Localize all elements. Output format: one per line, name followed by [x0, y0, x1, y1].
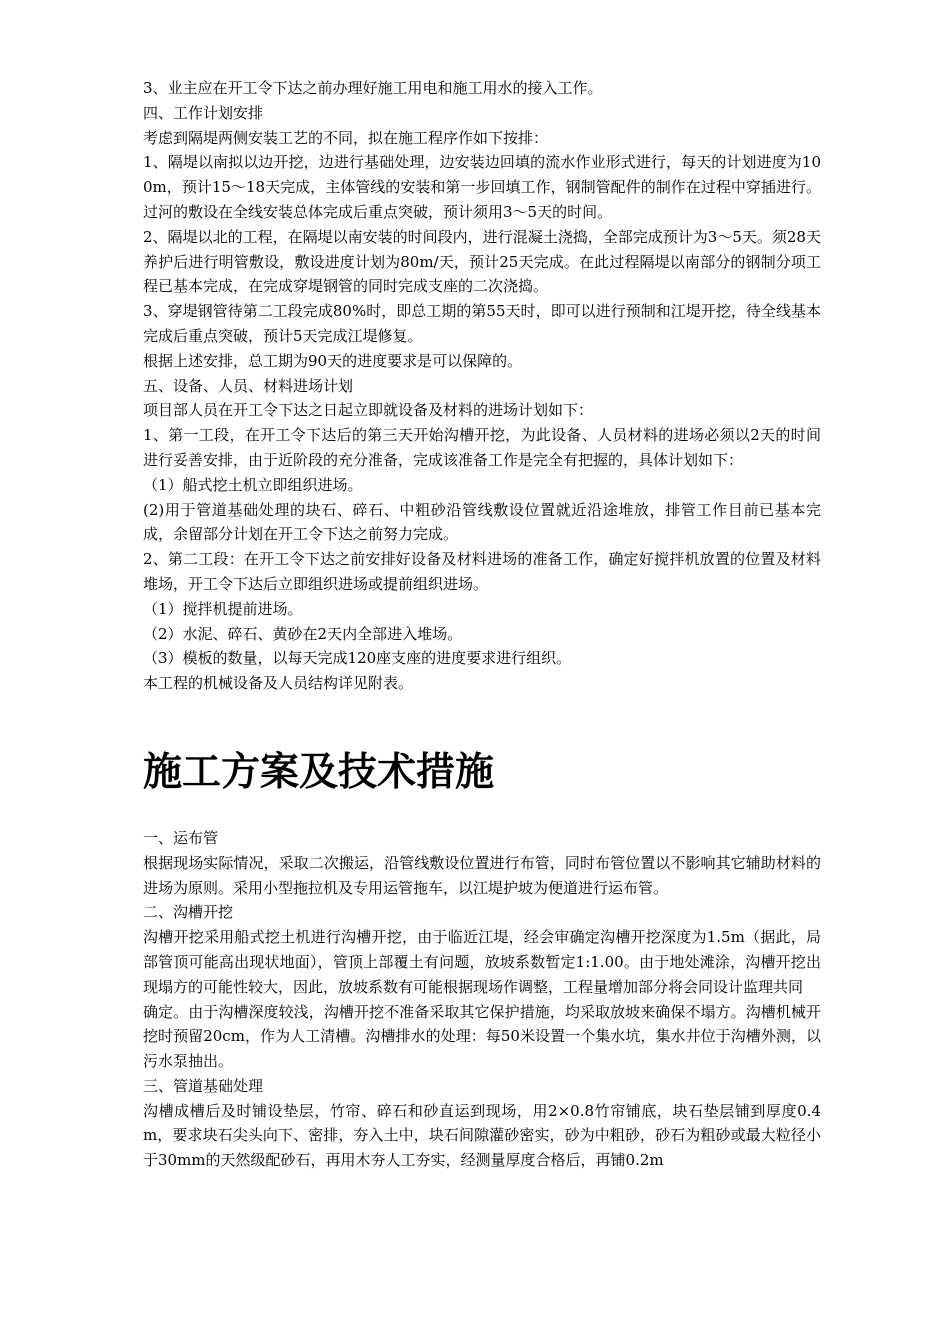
list-item: （1）船式挖土机立即组织进场。 — [143, 475, 363, 494]
list-item: (2)用于管道基础处理的块石、碎石、中粗砂沿管线敷设位置就近沿途堆放，排管工作目前已基本完成，余留部分计划在开工令下达之前努力完成。 — [143, 500, 821, 544]
paragraph: 项目部人员在开工令下达之日起立即就设备及材料的进场计划如下： — [143, 401, 594, 420]
document-page — [143, 76, 821, 1173]
section-a — [143, 76, 821, 696]
list-item: （3）模板的数量，以每天完成120座支座的进度要求进行组织。 — [143, 649, 572, 668]
paragraph: 确定。由于沟槽深度较浅，沟槽开挖不准备采取其它保护措施，均采取放坡来确保不塌方。沟槽机械开挖时预留20cm，作为人工清槽。沟槽排水的处理：每50米设置一个集水坑，集水井位于沟槽外测，以污水泵抽出。 — [143, 1002, 821, 1071]
list-item: （1）搅拌机提前进场。 — [143, 599, 303, 618]
paragraph: 1、第一工段，在开工令下达后的第三天开始沟槽开挖，为此设备、人员材料的进场必须以2天的时间进行妥善安排，由于近阶段的充分准备，完成该准备工作是完全有把握的，具体计划如下： — [143, 426, 821, 469]
paragraph: 沟槽开挖采用船式挖土机进行沟槽开挖，由于临近江堤，经会审确定沟槽开挖深度为1.5m（据此，局部管顶可能高出现状地面），管顶上部覆土有问题，放坡系数暂定1:1.00。由于地处滩涂，沟槽开挖出现塌方的可能性较大，因此，放坡系数有可能根据现场作调整，工程量增加部分将会同设计监理共同 — [143, 928, 821, 996]
paragraph: 2、隔堤以北的工程，在隔堤以南安装的时间段内，进行混凝土浇捣，全部完成预计为3～5天。须28天养护后进行明管敷设，敷设进度计划为80m/天，预计25天完成。在此过程隔堤以南部分的钢制分项工程已基本完成，在完成穿堤钢管的同时完成支座的二次浇捣。 — [143, 227, 821, 296]
section-heading: 一、运布管 — [143, 828, 219, 847]
section-b — [143, 826, 821, 1173]
document-title: 施工方案及技术措施 — [143, 748, 495, 795]
section-heading: 五、设备、人员、材料进场计划 — [143, 376, 354, 395]
paragraph: 3、业主应在开工令下达之前办理好施工用电和施工用水的接入工作。 — [143, 79, 603, 97]
paragraph: 3、穿堤钢管待第二工段完成80%时，即总工期的第55天时，即可以进行预制和江堤开挖，待全线基本完成后重点突破，预计5天完成江堤修复。 — [143, 302, 821, 345]
paragraph: 本工程的机械设备及人员结构详见附表。 — [143, 674, 414, 693]
paragraph: 考虑到隔堤两侧安装工艺的不同，拟在施工程序作如下按排： — [143, 128, 549, 147]
list-item: （2）水泥、碎石、黄砂在2天内全部进入堆场。 — [143, 624, 463, 643]
paragraph: 沟槽成槽后及时铺设垫层，竹帘、碎石和砂直运到现场，用2×0.8竹帘铺底，块石垫层铺到厚度0.4m，要求块石尖头向下、密排，夯入土中，块石间隙灌砂密实，砂为中粗砂，砂石为粗砂或最大粒径小于30mm的天然级配砂石，再用木夯人工夯实，经测量厚度合格后，再铺0.2m — [143, 1101, 821, 1170]
section-heading: 四、工作计划安排 — [143, 103, 264, 122]
paragraph: 根据现场实际情况，采取二次搬运，沿管线敷设位置进行布管，同时布管位置以不影响其它辅助材料的进场为原则。采用小型拖拉机及专用运管拖车，以江堤护坡为便道进行运布管。 — [143, 853, 821, 897]
paragraph: 2、第二工段：在开工令下达之前安排好设备及材料进场的准备工作，确定好搅拌机放置的位置及材料堆场，开工令下达后立即组织进场或提前组织进场。 — [143, 550, 821, 593]
paragraph: 根据上述安排，总工期为90天的进度要求是可以保障的。 — [143, 351, 523, 370]
section-heading: 二、沟槽开挖 — [143, 903, 234, 922]
paragraph: 1、隔堤以南拟以边开挖，边进行基础处理，边安装边回填的流水作业形式进行，每天的计划进度为100m，预计15～18天完成，主体管线的安装和第一步回填工作，钢制管配件的制作在过程中穿插进行。过河的敷设在全线安装总体完成后重点突破，预计须用3～5天的时间。 — [143, 153, 821, 221]
section-heading: 三、管道基础处理 — [143, 1076, 264, 1095]
